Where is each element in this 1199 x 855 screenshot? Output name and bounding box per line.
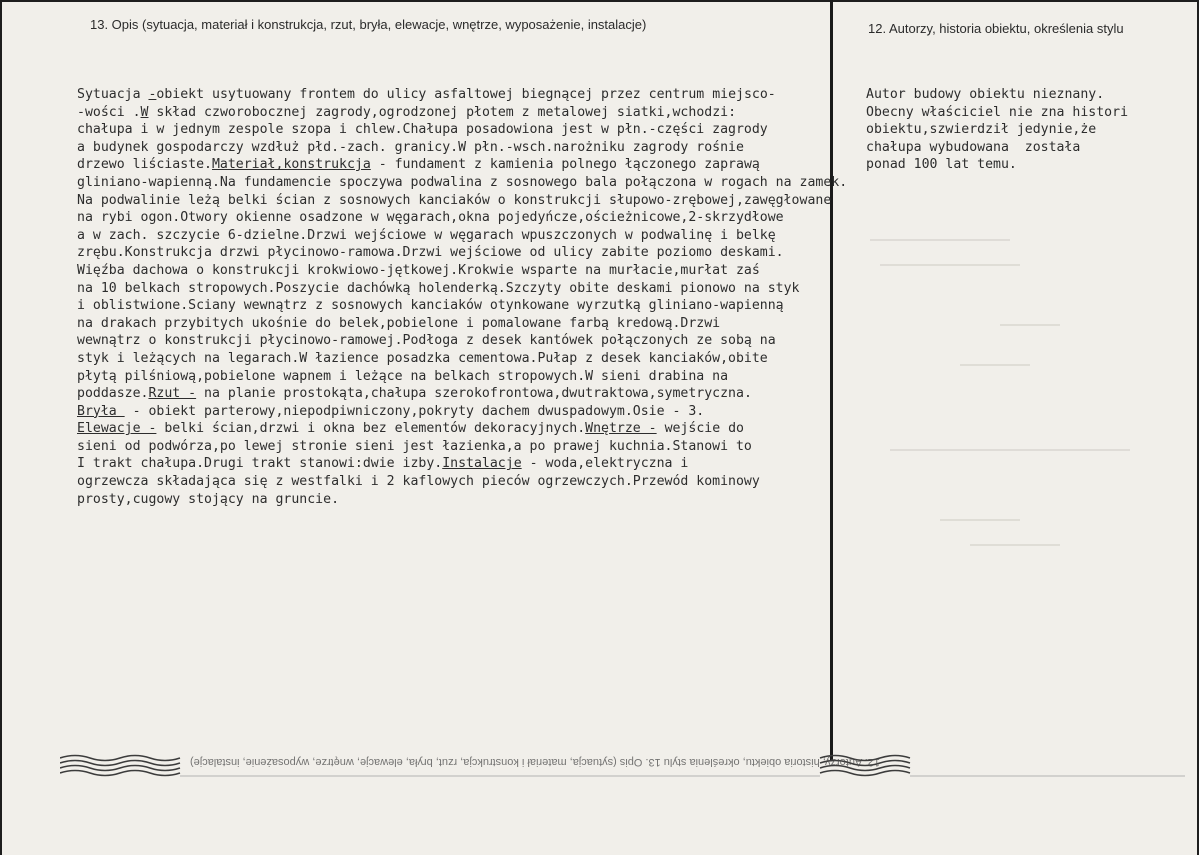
- heading-bryla: Bryła: [77, 403, 125, 419]
- description-text: Sytuacja -obiekt usytuowany frontem do ulicy asfaltowej biegnącej przez centrum miejsco- -wości .W skład czworobocznej zagrody,ogrodzonej płotem z metalowej siatki,wchodzi: chałupa i w jednym zespole szopa i chlew.Chałupa posadowiona jest w płn.-części zagrody a budynek gospodarczy wzdłuż płd.-zach. granicy.W płn.-wsch.narożniku zagrody rośnie drzewo liściaste.Materiał,konstrukcja - fundament z kamienia polnego łączonego zaprawą gliniano-wapienną.Na fundamencie spoczywa podwalina z sosnowego bala połączona w rogach na zamek. Na podwalinie leżą belki ścian z sosnowych kanciaków o konstrukcji słupowo-zrębowej,zawęgłowane na rybi ogon.Otwory okienne osadzone w węgarach,okna pojedyńcze,ościeżnicowe,2-skrzydłowe a w zach. szczycie 6-dzielne.Drzwi wejściowe w węgarach wpuszczonych w podwalinę i belkę zrębu.Konstrukcja drzwi płycinowo-ramowa.Drzwi wejściowe od ulicy zabite poziomo deskami. Więźba dachowa o konstrukcji krokwiowo-jętkowej.Krokwie wsparte na murłacie,murłat zaś na 10 belkach stropowych.Poszycie dachówką holenderką.Szczyty obite deskami pionowo na styk i oblistwione.Sciany wewnątrz z sosnowych kanciaków otynkowane wyrzutką gliniano-wapienną na drakach przybitych ukośnie do belek,pobielone i pomalowane farbą kredową.Drzwi wewnątrz o konstrukcji płycinowo-ramowej.Podłoga z desek kantówek połączonych ze sobą na styk i leżących na legarach.W łazience posadzka cementowa.Pułap z desek kanciaków,obite płytą pilśniową,pobielone wapnem i leżące na belkach stropowych.W sieni drabina na poddasze.Rzut - na planie prostokąta,chałupa szerokofrontowa,dwutraktowa,symetryczna. Bryła - obiekt parterowy,niepodpiwniczony,pokryty dachem dwuspadowym.Osie - 3. Elewacje - belki ścian,drzwi i okna bez elementów dekoracyjnych.Wnętrze - wejście do sieni od podwórza,po lewej stronie sieni jest łazienka,a po prawej kuchnia.Stanowi to I trakt chałupa.Drugi trakt stanowi:dwie izby.Instalacje - woda,elektryczna i ogrzewcza składająca się z westfalki i 2 kaflowych pieców ogrzewczych.Przewód kominowy prosty,cugowy stojący na gruncie.: [77, 87, 848, 507]
- history-section-heading: 12. Autorzy, historia obiektu, określenia stylu: [868, 21, 1124, 36]
- heading-wnetrze: Wnętrze -: [585, 421, 657, 437]
- page-border-top: [0, 0, 1199, 2]
- heading-rzut: Rzut -: [148, 386, 197, 402]
- mirrored-header-text: 12. Autorzy, historia obiektu, określenia stylu 13. Opis (sytuacja, materiał i konstrukcja, rzut, bryła, elewacje, wnętrze, wyposażenie, instalacje): [190, 756, 881, 768]
- history-text: Autor budowy obiektu nieznany. Obecny właściciel nie zna histori obiektu,szwierdził jedynie,że chałupa wybudowana została ponad 100 lat temu.: [866, 87, 1129, 173]
- heading-elewacje: Elewacje -: [77, 421, 157, 437]
- heading-instalacje: Instalacje: [442, 456, 522, 472]
- description-section-heading: 13. Opis (sytuacja, materiał i konstrukcja, rzut, bryła, elewacje, wnętrze, wyposażenie, instalacje): [90, 17, 647, 32]
- heading-material-konstrukcja: Materiał,konstrukcja: [211, 157, 371, 173]
- bleed-through-marks: [860, 225, 1160, 585]
- page-border-left: [0, 0, 2, 855]
